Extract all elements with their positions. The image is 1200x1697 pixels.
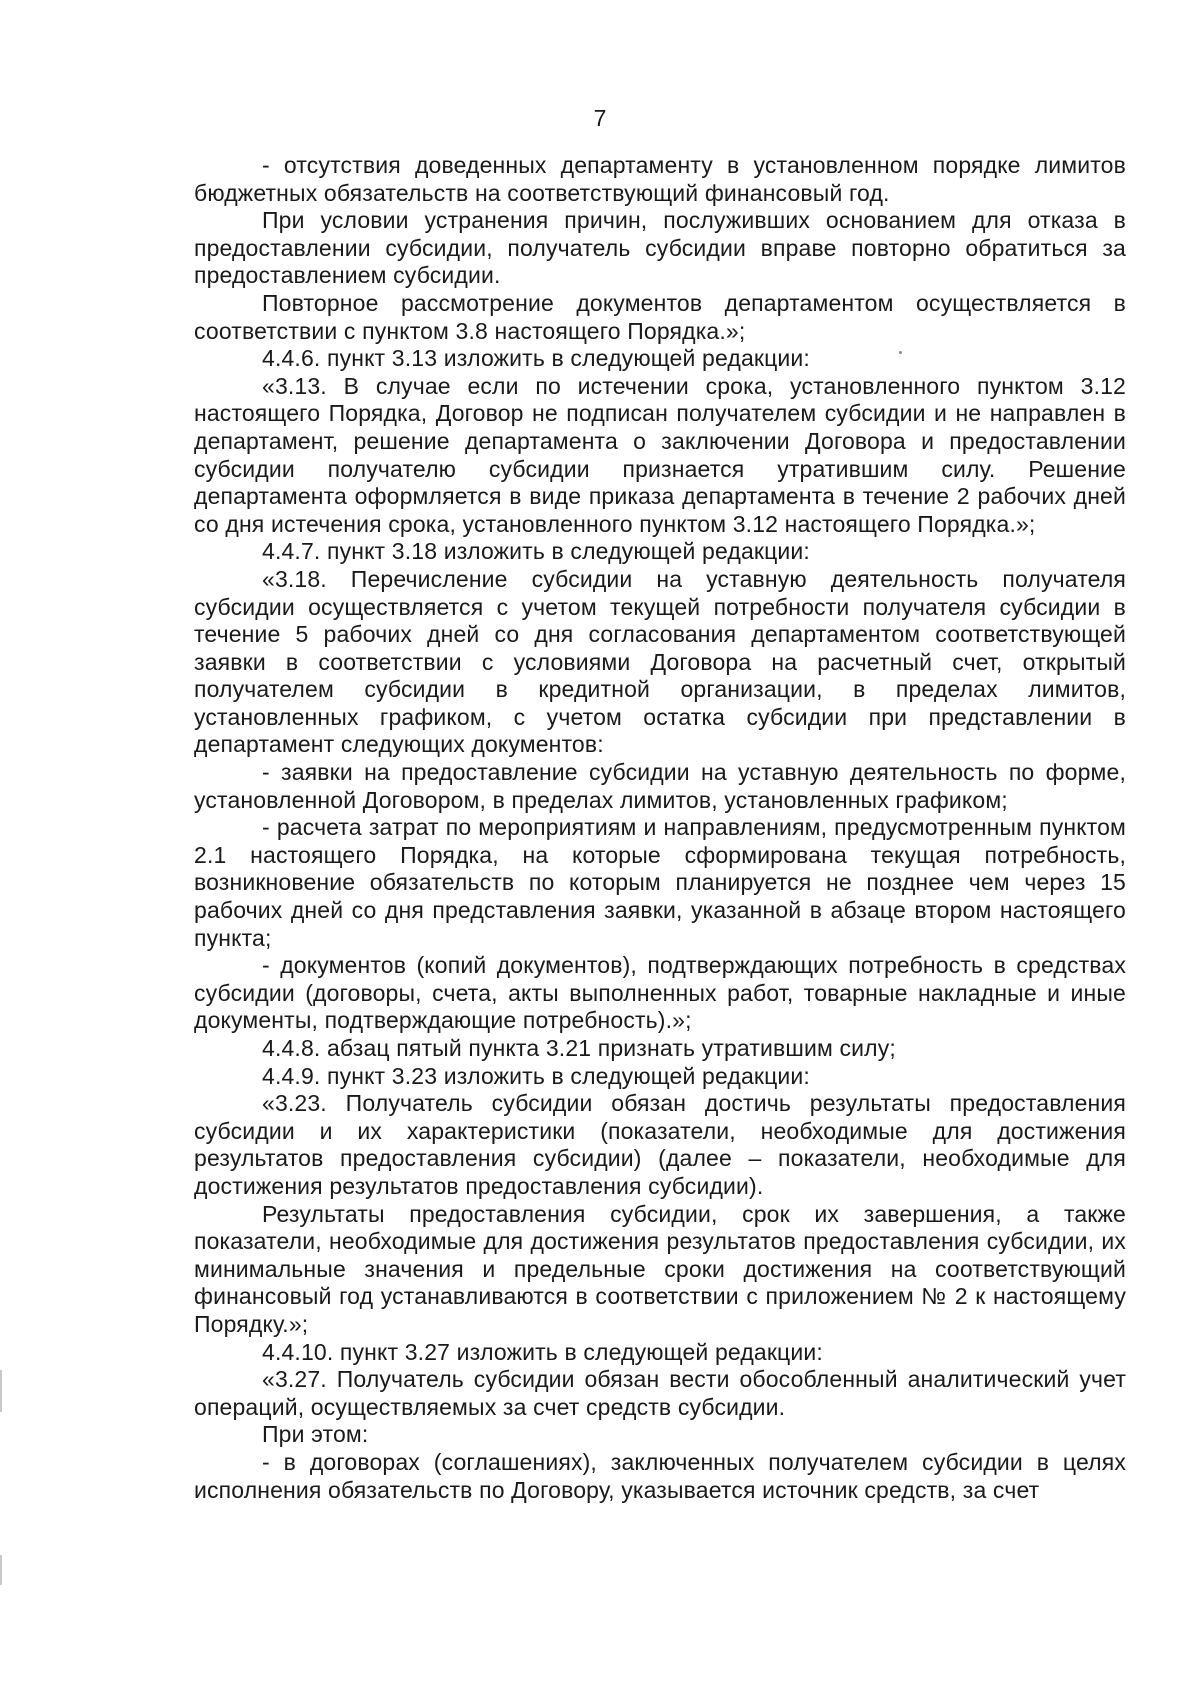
paragraph: «3.18. Перечисление субсидии на уставную деятельность получателя субсидии осуществляется с учетом текущей потребности получателя субсидии в течение 5 рабочих дней со дня согласования департаментом соответствующей заявки в соответствии с условиями Договора на расчетный счет, открытый получателем субсидии в кредитной организации, в пределах лимитов, установленных графиком, с учетом остатка субсидии при представлении в департамент следующих документов: [194,565,1126,758]
paragraph: - расчета затрат по мероприятиям и направлениям, предусмотренным пунктом 2.1 настоящего Порядка, на которые сформирована текущая потребность, возникновение обязательств по которым планируется не позднее чем через 15 рабочих дней со дня представления заявки, указанной в абзаце втором настоящего пункта; [194,814,1126,951]
paragraph: «3.13. В случае если по истечении срока, установленного пунктом 3.12 настоящего Порядка, Договор не подписан получателем субсидии и не направлен в департамент, решение департамента о заключении Договора и предоставлении субсидии получателю субсидии признается утратившим силу. Решение департамента оформляется в виде приказа департамента в течение 2 рабочих дней со дня истечения срока, установленного пунктом 3.12 настоящего Порядка.»; [194,372,1126,537]
paragraph: При условии устранения причин, послуживших основанием для отказа в предоставлении субсидии, получатель субсидии вправе повторно обратиться за предоставлением субсидии. [194,207,1126,289]
paragraph: 4.4.7. пункт 3.18 изложить в следующей редакции: [262,538,810,565]
scan-edge-mark [0,1555,2,1585]
paragraph: - документов (копий документов), подтверждающих потребность в средствах субсидии (договоры, счета, акты выполненных работ, товарные накладные и иные документы, подтверждающие потребность).»; [194,952,1126,1034]
paragraph: При этом: [262,1421,369,1448]
paragraph: - отсутствия доведенных департаменту в установленном порядке лимитов бюджетных обязательств на соответствующий финансовый год. [194,152,1126,206]
scan-edge-mark [0,1370,2,1412]
paragraph: «3.27. Получатель субсидии обязан вести обособленный аналитический учет операций, осуществляемых за счет средств субсидии. [194,1366,1126,1420]
paragraph: - заявки на предоставление субсидии на уставную деятельность по форме, установленной Договором, в пределах лимитов, установленных графиком; [194,759,1126,813]
paragraph: 4.4.10. пункт 3.27 изложить в следующей редакции: [262,1338,823,1365]
page-number: 7 [593,105,607,131]
paragraph: 4.4.8. абзац пятый пункта 3.21 признать утратившим силу; [262,1035,896,1061]
paragraph: - в договорах (соглашениях), заключенных получателем субсидии в целях исполнения обязательств по Договору, указывается источник средств, за счет [194,1448,1126,1503]
document-body [194,152,1126,1504]
paragraph: «3.23. Получатель субсидии обязан достичь результаты предоставления субсидии и их характеристики (показатели, необходимые для достижения результатов предоставления субсидии) (далее – показатели, необходимые для достижения результатов предоставления субсидии). [194,1090,1126,1199]
paragraph: Результаты предоставления субсидии, срок их завершения, а также показатели, необходимые для достижения результатов предоставления субсидии, их минимальные значения и предельные сроки достижения на соответствующий финансовый год устанавливаются в соответствии с приложением № 2 к настоящему Порядку.»; [194,1200,1126,1337]
paragraph: 4.4.6. пункт 3.13 изложить в следующей редакции: [262,345,810,372]
paragraph: 4.4.9. пункт 3.23 изложить в следующей редакции: [262,1062,810,1089]
scan-speck [899,351,902,354]
paragraph: Повторное рассмотрение документов департаментом осуществляется в соответствии с пунктом 3.8 настоящего Порядка.»; [194,289,1126,344]
